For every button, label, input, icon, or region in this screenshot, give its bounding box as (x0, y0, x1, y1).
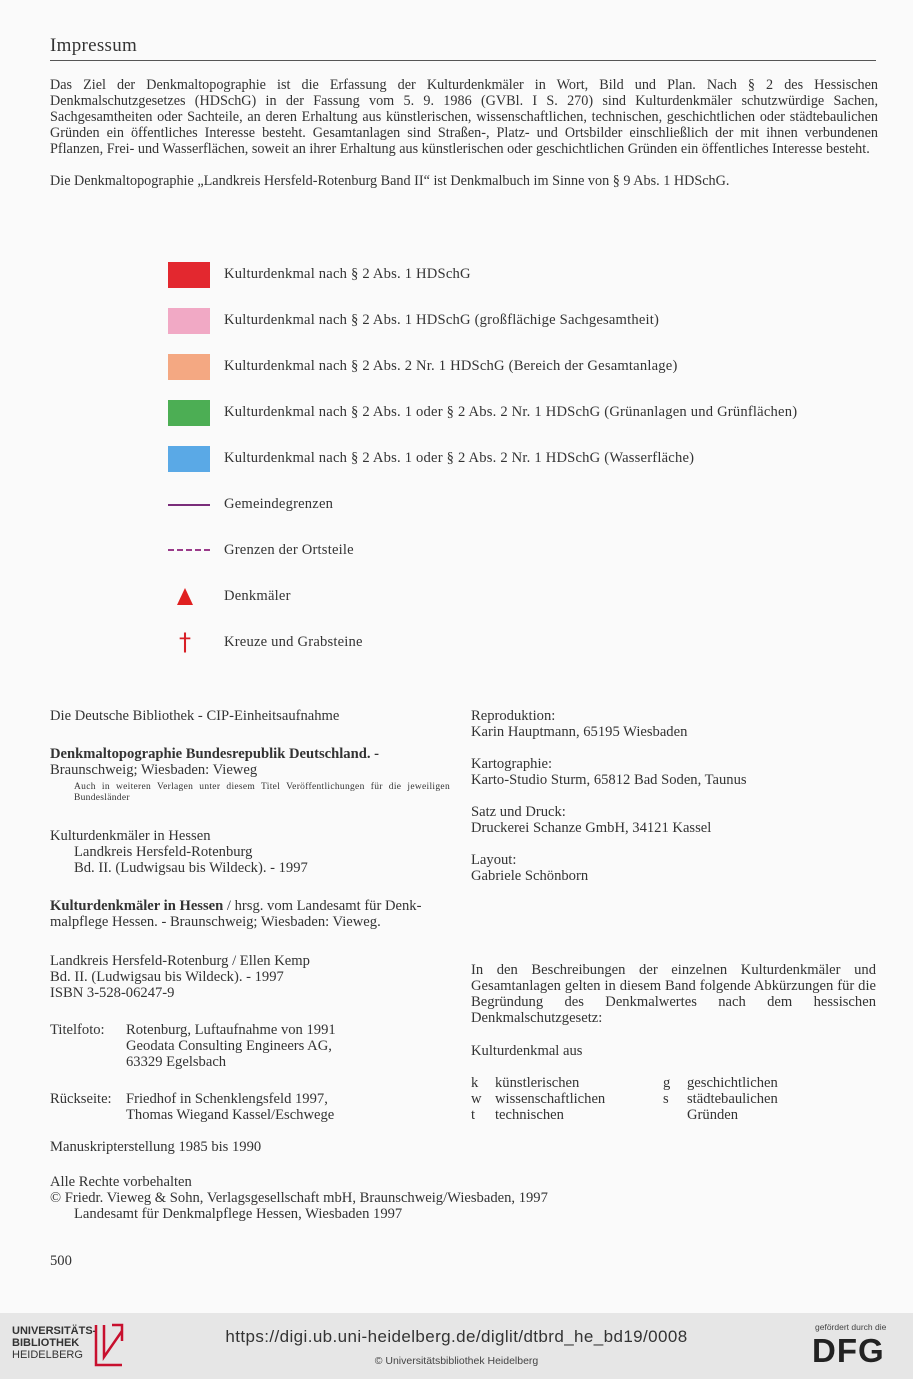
ub-logo-line-3: HEIDELBERG (12, 1349, 83, 1361)
editor-line-1: / hrsg. vom Landesamt für Denk- (223, 898, 422, 914)
cover-photo-line-2: Geodata Consulting Engineers AG, (126, 1038, 332, 1054)
editor-line-2: malpflege Hessen. - Braunschweig; Wiesbaden: Vieweg. (50, 914, 381, 930)
abbr-key: w (471, 1091, 482, 1107)
abbr-value: geschichtlichen (687, 1075, 778, 1091)
abbr-value: wissenschaftlichen (495, 1091, 606, 1107)
manuscript-block (50, 1139, 470, 1155)
abbr-key: g (663, 1075, 671, 1091)
legend-label: Kulturdenkmal nach § 2 Abs. 1 oder § 2 Abs. 2 Nr. 1 HDSchG (Grünanlagen und Grünflächen) (224, 404, 798, 420)
abbr-key: t (471, 1107, 476, 1123)
editor-title: Kulturdenkmäler in Hessen (50, 898, 224, 914)
legend-label: Denkmäler (224, 588, 291, 604)
volume-block (50, 953, 450, 1001)
cip-heading: Die Deutsche Bibliothek - CIP-Einheitsaufnahme (50, 708, 340, 724)
rights-block (50, 1174, 750, 1222)
cover-photo-line-1: Rotenburg, Luftaufnahme von 1991 (126, 1022, 336, 1038)
layout-label: Layout: (471, 852, 517, 868)
abbr-value: städtebaulichen (687, 1091, 778, 1107)
cartography-label: Kartographie: (471, 756, 553, 772)
triangle-icon (177, 588, 193, 605)
abbreviations-right (663, 1075, 855, 1123)
legend-item-red (165, 262, 885, 288)
abbreviations-intro-text: In den Beschreibungen der einzelnen Kulturdenkmäler und Gesamtanlagen gelten in diesem Band folgende Abkürzungen für die Begründung des Denkmalwertes nach dem hessischen Denkmalschutzgesetz: (471, 962, 876, 1026)
credits-block (471, 708, 876, 884)
reproduction-label: Reproduktion: (471, 708, 556, 724)
manuscript-dates: Manuskripterstellung 1985 bis 1990 (50, 1139, 262, 1155)
green-swatch-icon (168, 400, 210, 426)
isbn: ISBN 3-528-06247-9 (50, 985, 175, 1001)
dfg-logo[interactable]: DFG (812, 1332, 885, 1369)
intro-paragraph-2: Die Denkmaltopographie „Landkreis Hersfeld-Rotenburg Band II“ ist Denkmalbuch im Sinne von § 9 Abs. 1 HDSchG. (50, 173, 730, 189)
legend-item-crosses (165, 630, 885, 656)
back-cover-label: Rückseite: (50, 1091, 112, 1107)
document-url-link[interactable]: https://digi.ub.uni-heidelberg.de/diglit/dtbrd_he_bd19/0008 (225, 1327, 688, 1346)
cross-icon: † (179, 628, 191, 656)
subseries-title: Kulturdenkmäler in Hessen (50, 828, 211, 844)
kd-aus: Kulturdenkmal aus (471, 1043, 583, 1059)
ub-logo-line-1: UNIVERSITÄTS- (12, 1325, 97, 1337)
legend-label: Kreuze und Grabsteine (224, 634, 363, 650)
legend-label: Kulturdenkmal nach § 2 Abs. 1 HDSchG (großflächige Sachgesamtheit) (224, 312, 660, 328)
page-number: 500 (50, 1253, 72, 1269)
abbr-value: technischen (495, 1107, 564, 1123)
legend-item-green (165, 400, 885, 426)
abbr-key: k (471, 1075, 479, 1091)
header-rule (50, 60, 876, 61)
series-title: Denkmaltopographie Bundesrepublik Deutschland. - (50, 746, 379, 762)
abbreviations-intro (471, 962, 876, 1026)
printing-label: Satz und Druck: (471, 804, 566, 820)
volume-range: Bd. II. (Ludwigsau bis Wildeck). - 1997 (50, 969, 284, 985)
legend-item-pink (165, 308, 885, 334)
layout-value: Gabriele Schönborn (471, 868, 589, 884)
series-publisher: Braunschweig; Wiesbaden: Vieweg (50, 762, 258, 778)
legend-item-monuments (165, 584, 885, 610)
legend-label: Kulturdenkmal nach § 2 Abs. 2 Nr. 1 HDSchG (Bereich der Gesamtanlage) (224, 358, 678, 374)
cip-heading-block (50, 708, 450, 724)
cover-photo-label: Titelfoto: (50, 1022, 105, 1038)
footer-copyright: © Universitätsbibliothek Heidelberg (374, 1355, 539, 1367)
rights-reserved: Alle Rechte vorbehalten (50, 1174, 192, 1190)
editor-block (50, 898, 450, 930)
volume-author: Landkreis Hersfeld-Rotenburg / Ellen Kemp (50, 953, 310, 969)
series-block (50, 746, 450, 804)
red-swatch-icon (168, 262, 210, 288)
page-title: Impressum (50, 35, 138, 56)
cover-photo-line-3: 63329 Egelsbach (126, 1054, 227, 1070)
back-cover-line-1: Friedhof in Schenklengsfeld 1997, (126, 1091, 328, 1107)
legend-item-district-border (165, 538, 885, 564)
legend-label: Kulturdenkmal nach § 2 Abs. 1 HDSchG (224, 266, 471, 282)
abbr-reasons: Gründen (687, 1107, 739, 1123)
solid-line-icon (168, 504, 210, 506)
dfg-funded-label: gefördert durch die (815, 1322, 887, 1332)
legend-label: Gemeindegrenzen (224, 496, 334, 512)
back-cover-line-2: Thomas Wiegand Kassel/Eschwege (126, 1107, 335, 1123)
subseries-district: Landkreis Hersfeld-Rotenburg (74, 844, 253, 860)
copyright-line-2: Landesamt für Denkmalpflege Hessen, Wiesbaden 1997 (74, 1206, 403, 1222)
legend-item-orange (165, 354, 885, 380)
series-note: Auch in weiteren Verlagen unter diesem Titel Veröffentlichungen für die jeweiligen Bundesländer (74, 782, 450, 803)
viewer-footer (0, 1313, 913, 1379)
legend-label: Grenzen der Ortsteile (224, 542, 354, 558)
cover-photo-block (50, 1022, 470, 1070)
subseries-block (50, 828, 450, 876)
reproduction-value: Karin Hauptmann, 65195 Wiesbaden (471, 724, 688, 740)
abbr-value: künstlerischen (495, 1075, 580, 1091)
dashed-line-icon (168, 549, 210, 551)
kd-aus-block (471, 1043, 876, 1059)
subseries-volume: Bd. II. (Ludwigsau bis Wildeck). - 1997 (74, 860, 308, 876)
blue-swatch-icon (168, 446, 210, 472)
orange-swatch-icon (168, 354, 210, 380)
pink-swatch-icon (168, 308, 210, 334)
cartography-value: Karto-Studio Sturm, 65812 Bad Soden, Taunus (471, 772, 747, 788)
legend-item-blue (165, 446, 885, 472)
intro-text (50, 77, 878, 205)
legend-item-municipal-border (165, 492, 885, 518)
printing-value: Druckerei Schanze GmbH, 34121 Kassel (471, 820, 712, 836)
legend-label: Kulturdenkmal nach § 2 Abs. 1 oder § 2 Abs. 2 Nr. 1 HDSchG (Wasserfläche) (224, 450, 695, 466)
ub-logo-line-2: BIBLIOTHEK (12, 1337, 80, 1349)
copyright-line-1: © Friedr. Vieweg & Sohn, Verlagsgesellschaft mbH, Braunschweig/Wiesbaden, 1997 (50, 1190, 548, 1206)
abbreviations-left (471, 1075, 663, 1123)
abbr-key: s (663, 1091, 669, 1107)
intro-paragraph-1: Das Ziel der Denkmaltopographie ist die Erfassung der Kulturdenkmäler in Wort, Bild und Plan. Nach § 2 des Hessischen Denkmalschutzgesetzes (HDSchG) in der Fassung vom 5. 9. 1986 (GVBl. I S. 270) sind Kulturdenkmäler schutzwürdige Sachen, Sachgesamtheiten oder Sachteile, an deren Erhaltung aus künstlerischen, wissenschaftlichen, technischen, geschichtlichen oder städtebaulichen Gründen ein öffentliches Interesse besteht. Gesamtanlagen sind Straßen-, Platz- und Ortsbilder einschließlich der mit ihnen verbundenen Pflanzen, Frei- und Wasserflächen, soweit an ihrer Erhaltung aus künstlerischen oder geschichtlichen Gründen ein öffentliches Interesse besteht. (50, 77, 878, 157)
back-cover-block (50, 1091, 470, 1123)
